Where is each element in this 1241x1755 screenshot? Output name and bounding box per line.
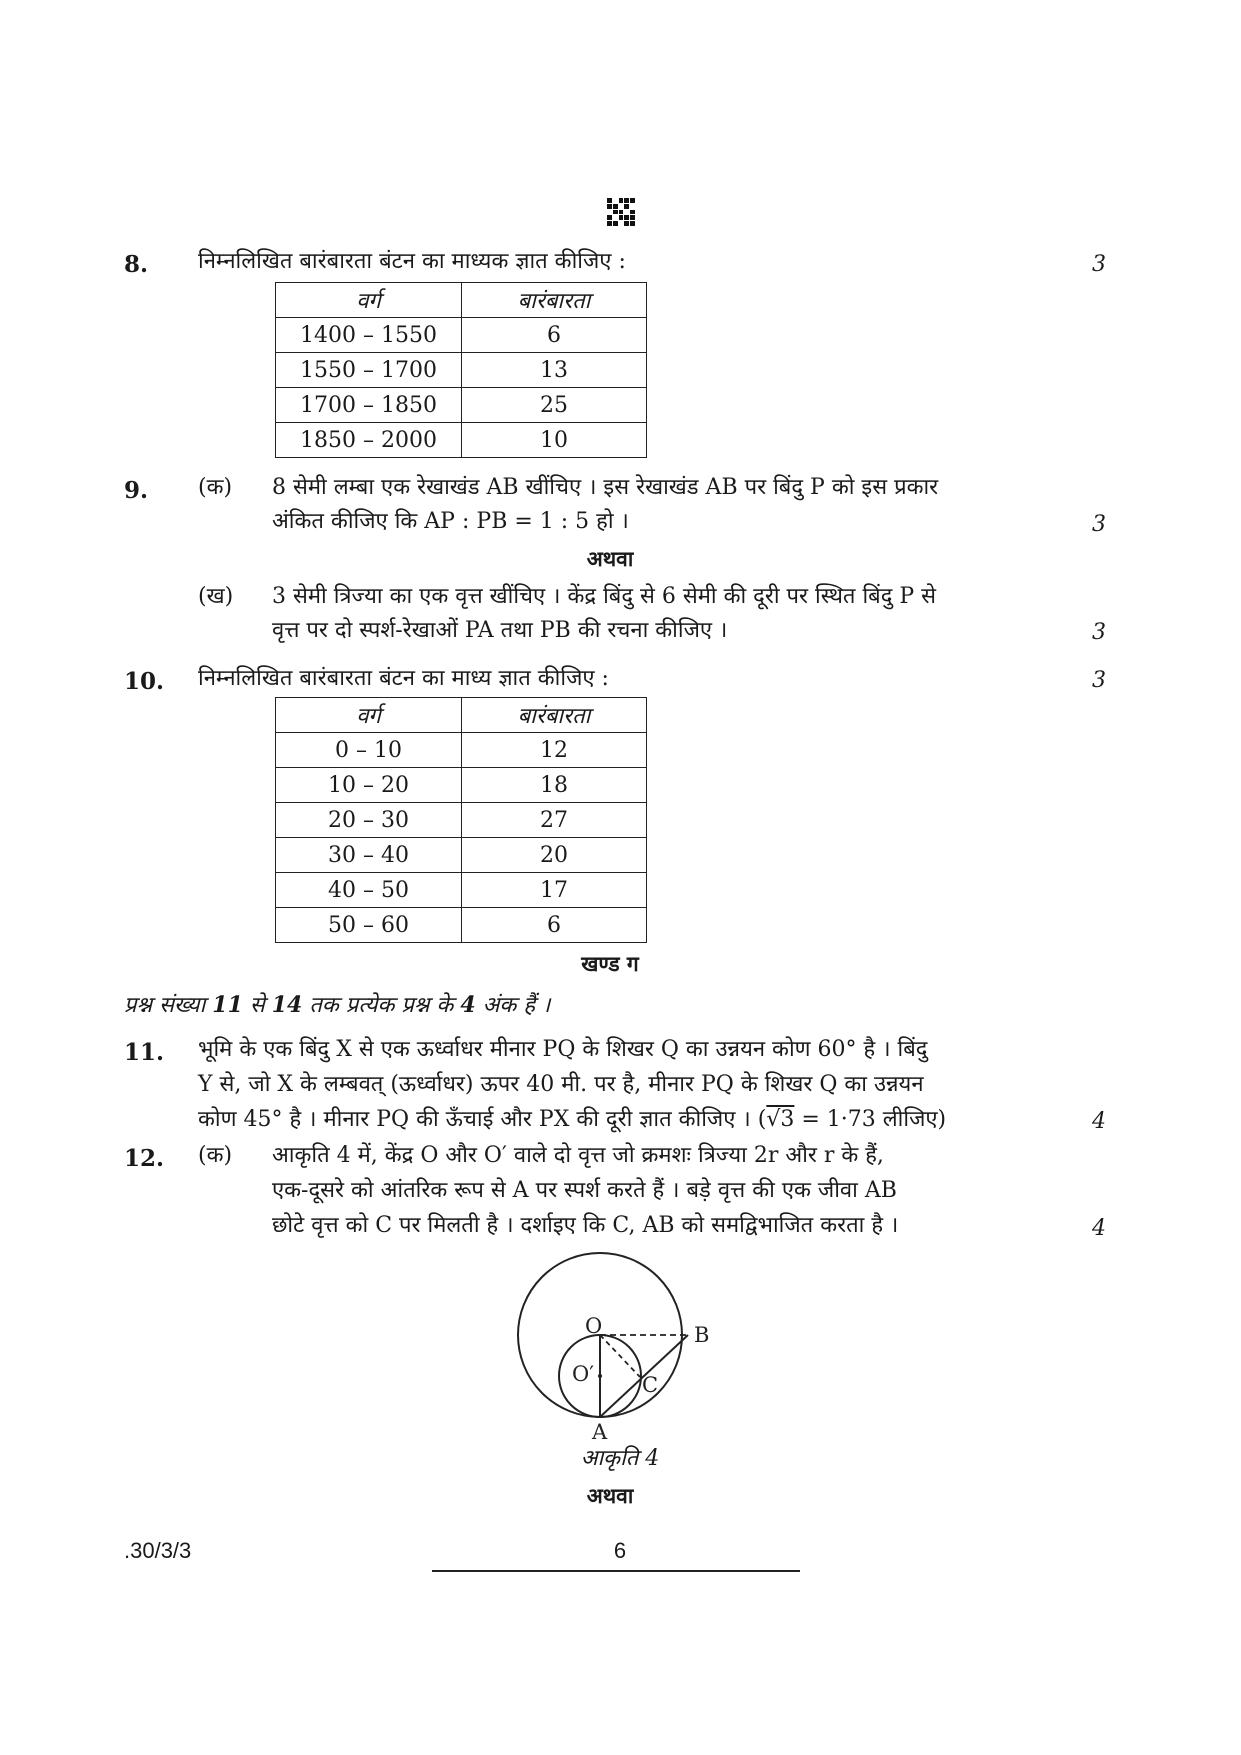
q11-line3 — [198, 1103, 946, 1137]
table-cell: 50 – 60 — [276, 908, 462, 943]
table-row — [276, 873, 647, 908]
q12-or: अथवा — [586, 1483, 634, 1508]
section-instruction-to: 14 — [271, 992, 303, 1018]
q9-part-a-line2: अंकित कीजिए कि AP : PB = 1 : 5 हो । — [272, 509, 629, 534]
table-cell: 1550 – 1700 — [276, 353, 462, 388]
table-cell: 1700 – 1850 — [276, 388, 462, 423]
q12-line1: आकृति 4 में, केंद्र O और O′ वाले दो वृत्त जो क्रमशः त्रिज्या 2r और r के हैं, — [272, 1143, 884, 1168]
q11-line2: Y से, जो X के लम्बवत् (ऊर्ध्वाधर) ऊपर 40 मी. पर है, मीनार PQ के शिखर Q का उन्नयन — [198, 1072, 924, 1097]
table-row — [276, 733, 647, 768]
q12-line3: छोटे वृत्त को C पर मिलती है । दर्शाइए कि C, AB को समद्विभाजित करता है । — [272, 1213, 899, 1238]
section-instruction-marks: 4 — [460, 992, 476, 1018]
q11-marks: 4 — [1092, 1109, 1106, 1134]
table-cell: 30 – 40 — [276, 838, 462, 873]
table-cell: 0 – 10 — [276, 733, 462, 768]
q11-number: 11. — [124, 1039, 165, 1066]
q11-line1: भूमि के एक बिंदु X से एक ऊर्ध्वाधर मीनार PQ के शिखर Q का उन्नयन कोण 60° है । बिंदु — [198, 1037, 928, 1062]
section-instruction-pre: प्रश्न संख्या — [124, 993, 213, 1018]
section-instruction-post: अंक हैं । — [475, 993, 551, 1018]
table-cell: 20 — [462, 838, 647, 873]
q8-marks: 3 — [1092, 252, 1106, 277]
q12-number: 12. — [124, 1145, 165, 1172]
paper-code: .30/3/3 — [124, 1538, 192, 1563]
table-row — [276, 908, 647, 943]
q11-sqrt: √3 — [766, 1107, 795, 1132]
q9-number: 9. — [124, 477, 149, 504]
label-B: B — [694, 1323, 710, 1347]
table-cell: 6 — [462, 908, 647, 943]
q9-part-a-line1: 8 सेमी लम्बा एक रेखाखंड AB खींचिए । इस रेखाखंड AB पर बिंदु P को इस प्रकार — [272, 475, 939, 500]
table-cell: 20 – 30 — [276, 803, 462, 838]
table-cell: 18 — [462, 768, 647, 803]
label-O: O — [585, 1314, 603, 1338]
table-header-row — [276, 283, 647, 318]
q8-number: 8. — [124, 251, 149, 278]
label-C: C — [642, 1373, 659, 1397]
q10-number: 10. — [124, 668, 165, 695]
table-cell: 13 — [462, 353, 647, 388]
q9-or: अथवा — [586, 546, 634, 571]
q11-line3-post: = 1·73 लीजिए) — [794, 1107, 947, 1132]
table-header-frequency: बारंबारता — [462, 698, 647, 733]
table-cell: 10 — [462, 423, 647, 458]
section-instruction — [124, 988, 550, 1023]
table-row — [276, 838, 647, 873]
table-cell: 40 – 50 — [276, 873, 462, 908]
table-header-class: वर्ग — [276, 698, 462, 733]
q9-part-b-label: (ख) — [198, 584, 234, 609]
q10-marks: 3 — [1092, 668, 1106, 693]
q9-part-b-marks: 3 — [1092, 620, 1106, 645]
q12-line2: एक-दूसरे को आंतरिक रूप से A पर स्पर्श करते हैं । बड़े वृत्त की एक जीवा AB — [272, 1178, 897, 1203]
table-row — [276, 388, 647, 423]
table-row — [276, 803, 647, 838]
q10-text: निम्नलिखित बारंबारता बंटन का माध्य ज्ञात कीजिए : — [198, 666, 609, 691]
table-row — [276, 318, 647, 353]
table-header-class: वर्ग — [276, 283, 462, 318]
section-instruction-mid: से — [242, 993, 272, 1018]
table-cell: 25 — [462, 388, 647, 423]
section-title: खण्ड ग — [581, 951, 639, 976]
table-cell: 17 — [462, 873, 647, 908]
page-number: 6 — [613, 1538, 627, 1563]
table-row — [276, 423, 647, 458]
qr-code-icon — [607, 198, 635, 226]
table-header-row — [276, 698, 647, 733]
figure-4-diagram — [510, 1245, 730, 1445]
table-cell: 1850 – 2000 — [276, 423, 462, 458]
table-header-frequency: बारंबारता — [462, 283, 647, 318]
table-cell: 12 — [462, 733, 647, 768]
label-O-prime: O′ — [572, 1362, 594, 1386]
q12-marks: 4 — [1092, 1216, 1106, 1241]
q10-frequency-table — [275, 697, 647, 943]
q9-part-b-line2: वृत्त पर दो स्पर्श-रेखाओं PA तथा PB की रचना कीजिए । — [272, 618, 728, 643]
table-cell: 6 — [462, 318, 647, 353]
table-row — [276, 353, 647, 388]
q12-part-a-label: (क) — [198, 1143, 233, 1168]
table-cell: 27 — [462, 803, 647, 838]
section-instruction-from: 11 — [212, 992, 243, 1018]
table-cell: 10 – 20 — [276, 768, 462, 803]
point-O-prime — [598, 1374, 602, 1378]
q8-text: निम्नलिखित बारंबारता बंटन का माध्यक ज्ञात कीजिए : — [198, 249, 626, 274]
table-cell: 1400 – 1550 — [276, 318, 462, 353]
q8-frequency-table — [275, 282, 647, 458]
q9-part-b-line1: 3 सेमी त्रिज्या का एक वृत्त खींचिए । केंद्र बिंदु से 6 सेमी की दूरी पर स्थित बिंदु P से — [272, 584, 937, 609]
section-instruction-mid2: तक प्रत्येक प्रश्न के — [302, 993, 461, 1018]
footer-divider — [432, 1570, 800, 1572]
q9-part-a-label: (क) — [198, 475, 233, 500]
table-row — [276, 768, 647, 803]
figure-caption: आकृति 4 — [580, 1446, 660, 1471]
q9-part-a-marks: 3 — [1092, 512, 1106, 537]
q11-line3-pre: कोण 45° है । मीनार PQ की ऊँचाई और PX की दूरी ज्ञात कीजिए । ( — [198, 1107, 767, 1132]
label-A: A — [592, 1420, 608, 1444]
